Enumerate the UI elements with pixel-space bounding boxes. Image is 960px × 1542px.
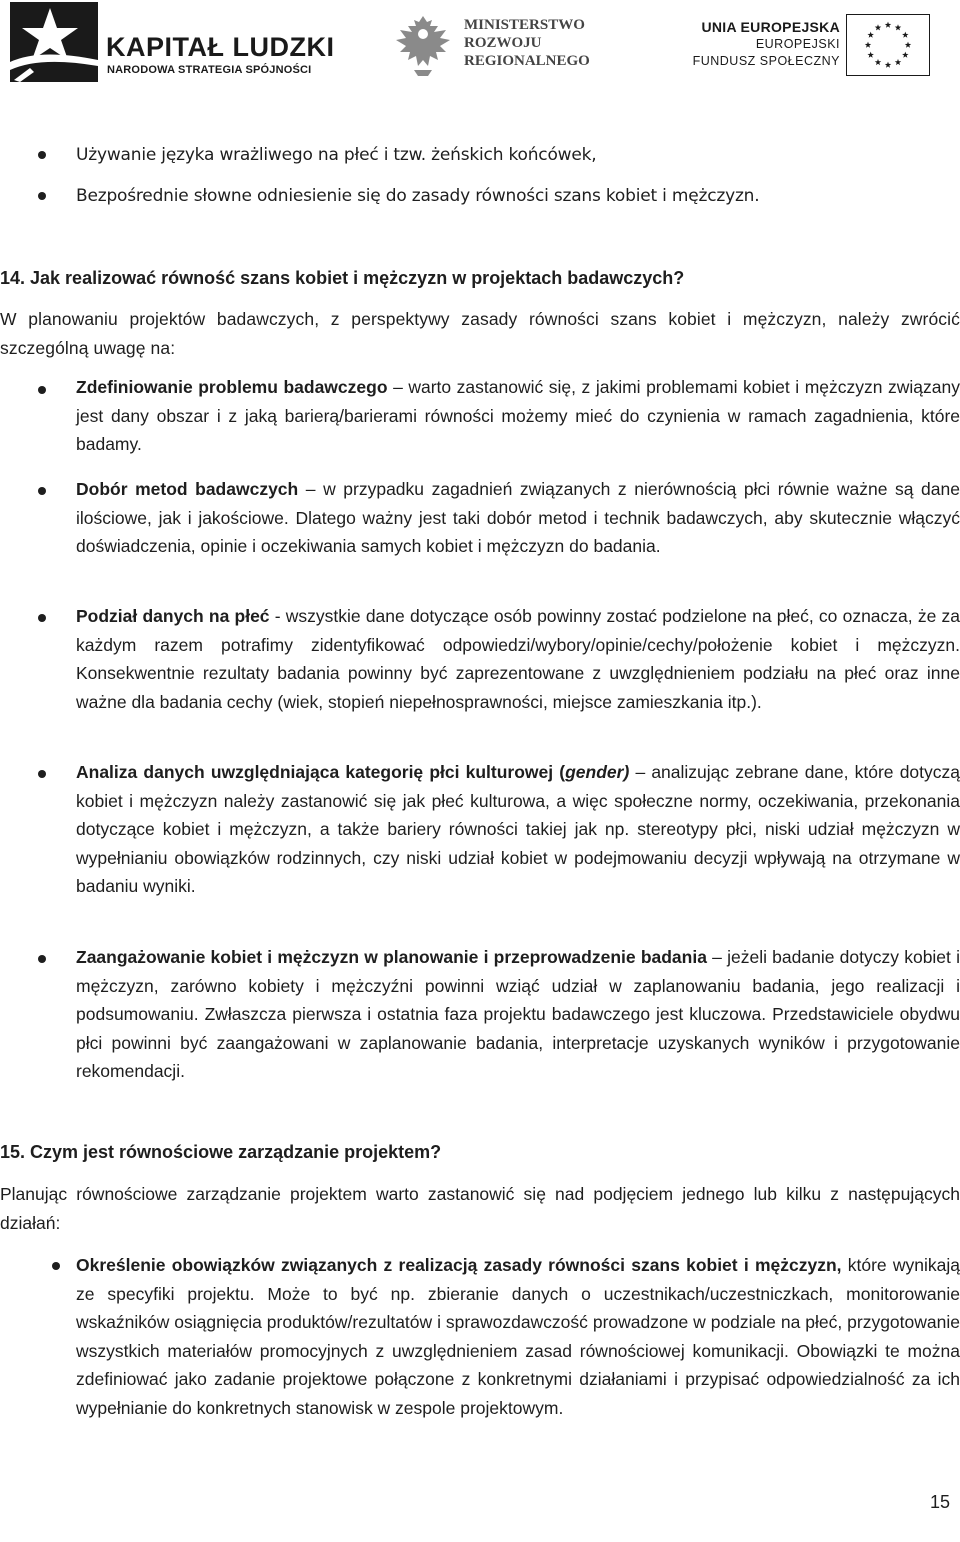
- page-header: [0, 0, 960, 90]
- section-14-intro: W planowaniu projektów badawczych, z perspektywy zasady równości szans kobiet i mężczyzn, należy zwrócić szczególną uwagę na:: [0, 309, 960, 358]
- item-lead: Zaangażowanie kobiet i mężczyzn w planowanie i przeprowadzenie badania: [76, 947, 707, 967]
- eu-logo: [686, 14, 950, 84]
- ministry-line-3: REGIONALNEGO: [464, 53, 590, 69]
- bullet-icon: [52, 1262, 60, 1270]
- section-14-item-3: [76, 602, 960, 716]
- bullet-icon: [38, 192, 46, 200]
- item-text: – analizując zebrane dane, które dotyczą kobiet i mężczyzn należy zastanowić się jak płeć kulturowa, a więc społeczne normy, oczekiwania, przekonania dotyczące kobiet i mężczyzn, a także bariery równości takiej jak np. stereotypy płci, niski udział mężczyzn w wypełnianiu obowiązków rodzinnych, czy niski udział kobiet w podejmowaniu decyzji wpływają na otrzymane w badaniu wyniki.: [76, 762, 960, 897]
- item-text: - wszystkie dane dotyczące osób powinny zostać podzielone na płeć, co oznacza, że za każdym razem potrafimy zidentyfikować odpowiedzi/wybory/opinie/cechy/położenie kobiet i mężczyzn. Konsekwentnie rezultaty badania powinny być zaprezentowane z uwzględnieniem podziału na płeć oraz inne ważne dla badania cechy (wiek, stopień niepełnosprawności, miejsce zamieszkania itp.).: [76, 606, 960, 712]
- eu-flag-icon: [846, 14, 930, 76]
- section-15-heading: 15. Czym jest równościowe zarządzanie projektem?: [0, 1142, 442, 1162]
- item-lead-italic: gender): [565, 762, 630, 782]
- kapital-ludzki-title: KAPITAŁ LUDZKI: [106, 32, 335, 62]
- bullet-icon: [38, 614, 46, 622]
- top-bullet-1: Używanie języka wrażliwego na płeć i tzw. żeńskich końcówek,: [76, 145, 597, 165]
- top-bullet-2: Bezpośrednie słowne odniesienie się do zasady równości szans kobiet i mężczyzn.: [76, 186, 760, 206]
- kapital-ludzki-subtitle: NARODOWA STRATEGIA SPÓJNOŚCI: [107, 64, 312, 76]
- item-text: które wynikają ze specyfiki projektu. Może to być np. zbieranie danych o uczestnikach/uczestniczkach, monitorowanie wskaźników osiągnięcia produktów/rezultatów i sprawozdawczość prowadzone w podziale na płeć, przygotowanie wszystkich materiałów promocyjnych z uwzględnieniem zasad równościowej komunikacji. Obowiązki te można zdefiniować jako zadanie projektowe połączone z konkretnymi działaniami i przypisać odpowiedzialność za ich wypełnianie do konkretnych stanowisk w zespole projektowym.: [76, 1255, 960, 1418]
- item-lead: Dobór metod badawczych: [76, 479, 299, 499]
- bullet-icon: [38, 770, 46, 778]
- eu-line-1: EUROPEJSKI: [755, 37, 840, 51]
- kapital-ludzki-star-icon: [10, 2, 98, 82]
- eu-text: [686, 18, 840, 70]
- ministry-name: [464, 16, 590, 70]
- kapital-ludzki-logo: [10, 2, 335, 82]
- item-text: – warto zastanowić się, z jakimi problemami kobiet i mężczyzn związany jest dany obszar i z jaką barierą/barierami równości możemy mieć do czynienia w ramach zagadnienia, które badamy.: [76, 377, 960, 455]
- page-number: 15: [929, 1492, 950, 1512]
- section-14-item-5: [76, 943, 960, 1086]
- eu-title: UNIA EUROPEJSKA: [701, 19, 840, 35]
- item-lead: Podział danych na płeć: [76, 606, 270, 626]
- section-15-item-1: [76, 1251, 960, 1423]
- eu-line-2: FUNDUSZ SPOŁECZNY: [692, 54, 840, 68]
- section-14-heading: 14. Jak realizować równość szans kobiet i mężczyzn w projektach badawczych?: [0, 268, 685, 288]
- item-text: – jeżeli badanie dotyczy kobiet i mężczyzn, zarówno kobiety i mężczyźni powinni wziąć udział w zaplanowaniu badania, jego realizacji i podsumowaniu. Zwłaszcza pierwsza i ostatnia faza projektu badawczego jest kluczowa. Przedstawiciele obydwu płci powinni być zaangażowani w zaplanowanie badania, interpretacje uzyskanych wyników i przygotowanie rekomendacji.: [76, 947, 960, 1082]
- item-text: – w przypadku zagadnień związanych z nierównością płci równie ważne są dane ilościowe, jak i jakościowe. Dlatego ważny jest taki dobór metod i technik badawczych, aby skutecznie włączyć doświadczenia, opinie i oczekiwania samych kobiet i mężczyzn do badania.: [76, 479, 960, 557]
- item-lead: Określenie obowiązków związanych z realizacją zasady równości szans kobiet i mężczyzn,: [76, 1255, 842, 1275]
- ministry-line-1: MINISTERSTWO: [464, 17, 585, 33]
- section-14-item-1: [76, 373, 960, 459]
- section-14-item-2: [76, 475, 960, 561]
- bullet-icon: [38, 955, 46, 963]
- item-lead: Zdefiniowanie problemu badawczego: [76, 377, 388, 397]
- ministry-line-2: ROZWOJU: [464, 35, 542, 51]
- bullet-icon: [38, 386, 46, 394]
- bullet-icon: [38, 487, 46, 495]
- section-14-item-4: [76, 758, 960, 901]
- eagle-emblem-icon: [394, 12, 452, 78]
- section-15-intro: Planując równościowe zarządzanie projektem warto zastanowić się nad podjęciem jednego lub kilku z następujących działań:: [0, 1184, 960, 1233]
- bullet-icon: [38, 151, 46, 159]
- ministry-logo: [394, 12, 604, 82]
- item-lead: Analiza danych uwzględniająca kategorię płci kulturowej (: [76, 762, 566, 782]
